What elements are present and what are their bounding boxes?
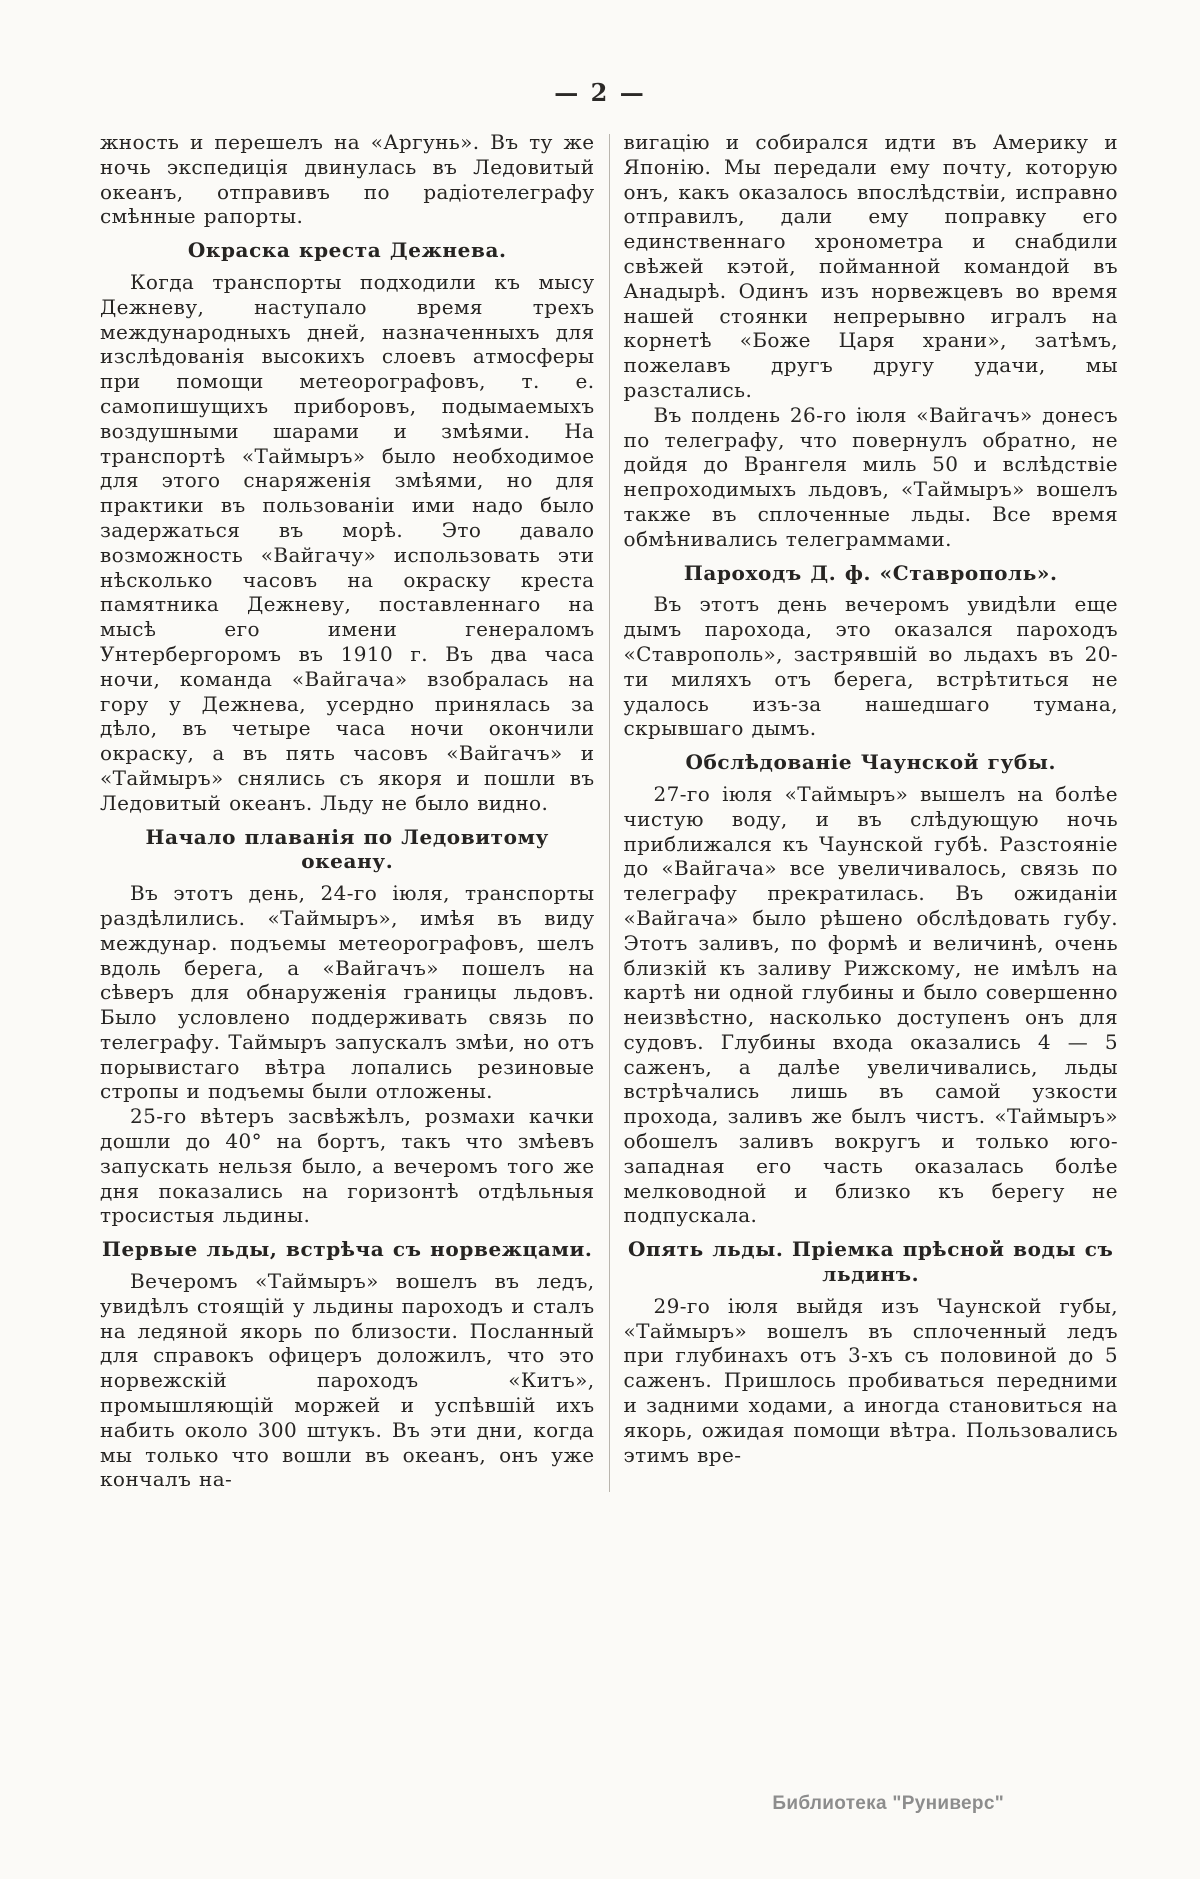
text-paragraph: Когда транспорты подходили къ мысу Дежневу, наступало время трехъ международныхъ дней, назначенныхъ для изслѣдованія высокихъ слоевъ атмосферы при помощи метеорографовъ, т. е. самопишущихъ приборовъ, подымаемыхъ воздушными шарами и змѣями. На транспортѣ «Таймыръ» было необходимое для этого снаряженія змѣями, но для практики въ пользованіи ими надо было задержаться въ морѣ. Это давало возможность «Вайгачу» использовать эти нѣсколько часовъ на окраску креста памятника Дежневу, поставленнаго на мысѣ его имени генераломъ Унтербергоромъ въ 1910 г. Въ два часа ночи, команда «Вайгача» взобралась на гору у Дежнева, усердно принялась за дѣло, въ четыре часа ночи окончили окраску, а въ пять часовъ «Вайгачъ» и «Таймыръ» снялись съ якоря и пошли въ Ледовитый океанъ. Льду не было видно. [100,269,595,815]
section-heading: Опять льды. Пріемка прѣсной воды съ льдинъ. [628,1237,1114,1287]
text-columns [100,130,1118,1492]
section-heading: Обслѣдованіе Чаунской губы. [685,750,1057,775]
right-column [624,130,1119,1492]
text-paragraph: Въ этотъ день, 24-го іюля, транспорты раздѣлились. «Таймыръ», имѣя въ виду междунар. подъемы метеорографовъ, шелъ вдоль берега, а «Вайгачъ» пошелъ на сѣверъ для обнаруженія границы льдовъ. Было условлено поддерживать связь по телеграфу. Таймыръ запускалъ змѣи, но отъ порывистаго вѣтра лопались резиновые стропы и подъемы были отложены. [100,881,595,1104]
text-paragraph: Въ полдень 26-го іюля «Вайгачъ» донесъ по телеграфу, что повернулъ обратно, не дойдя до Врангеля миль 50 и вслѣдствіе непроходимыхъ льдовъ, «Таймыръ» вошелъ также въ сплоченные льды. Все время обмѣнивались телеграммами. [623,402,1118,551]
text-paragraph: Вечеромъ «Таймыръ» вошелъ въ ледъ, увидѣлъ стоящій у льдины пароходъ и сталъ на ледяной якорь по близости. Посланный для справокъ офицеръ доложилъ, что это норвежскій пароходъ «Китъ», промышляющій моржей и успѣвшій ихъ набить около 300 штукъ. Въ эти дни, когда мы только что вошли въ океанъ, онъ уже кончалъ на- [100,1269,595,1492]
library-watermark: Библиотека "Руниверс" [772,1793,1004,1814]
text-paragraph: жность и перешелъ на «Аргунь». Въ ту же ночь экспедиція двинулась въ Ледовитый океанъ, отправивъ по радіотелеграфу смѣнные рапорты. [100,130,595,229]
column-divider [609,134,610,1492]
text-paragraph: вигацію и собирался идти въ Америку и Японію. Мы передали ему почту, которую онъ, какъ оказалось впослѣдствіи, исправно отправилъ, дали ему поправку его единственнаго хронометра и снабдили свѣжей кэтой, пойманной командой въ Анадырѣ. Одинъ изъ норвежцевъ во время нашей стоянки непрерывно игралъ на корнетѣ «Боже Царя храни», затѣмъ, пожелавъ другъ другу удачи, мы разстались. [623,130,1118,402]
page-number [0,78,1200,107]
text-paragraph: 25-го вѣтеръ засвѣжѣлъ, розмахи качки дошли до 40° на бортъ, такъ что змѣевъ запускать нельзя было, а вечеромъ того же дня показались на горизонтѣ отдѣльныя тросистыя льдины. [100,1104,595,1228]
section-heading: Первые льды, встрѣча съ норвежцами. [102,1237,593,1262]
left-column [100,130,595,1492]
text-paragraph: 27-го іюля «Таймыръ» вышелъ на болѣе чистую воду, и въ слѣдующую ночь приближался къ Чаунской губѣ. Разстояніе до «Вайгача» все увеличивалось, связь по телеграфу прекратилась. Въ ожиданіи «Вайгача» было рѣшено обслѣдовать губу. Этотъ заливъ, по формѣ и величинѣ, очень близкій къ заливу Рижскому, не имѣлъ на картѣ ни одной глубины и было совершенно неизвѣстно, насколько доступенъ онъ для судовъ. Глубины входа оказались 4 — 5 саженъ, а далѣе увеличивались, льды встрѣчались лишь въ самой узкости прохода, заливъ же былъ чистъ. «Таймыръ» обошелъ заливъ вокругъ и только юго-западная его часть оказалась болѣе мелководной и близко къ берегу не подпускала. [623,781,1118,1228]
section-heading: Начало плаванія по Ледовитому океану. [145,824,549,874]
text-paragraph: Въ этотъ день вечеромъ увидѣли еще дымъ парохода, это оказался пароходъ «Ставрополь», застрявшій во льдахъ въ 20-ти миляхъ отъ берега, встрѣтиться не удалось изъ-за нашедшаго тумана, скрывшаго дымъ. [623,592,1118,741]
section-heading: Пароходъ Д. ф. «Ставрополь». [683,560,1058,585]
text-paragraph: 29-го іюля выйдя изъ Чаунской губы, «Таймыръ» вошелъ въ сплоченный ледъ при глубинахъ отъ 3-хъ съ половиной до 5 саженъ. Пришлось пробиваться передними и задними ходами, а иногда становиться на якорь, ожидая помощи вѣтра. Пользовались этимъ вре- [623,1293,1118,1467]
section-heading: Окраска креста Дежнева. [187,238,507,263]
page-number-text: — 2 — [554,78,646,107]
